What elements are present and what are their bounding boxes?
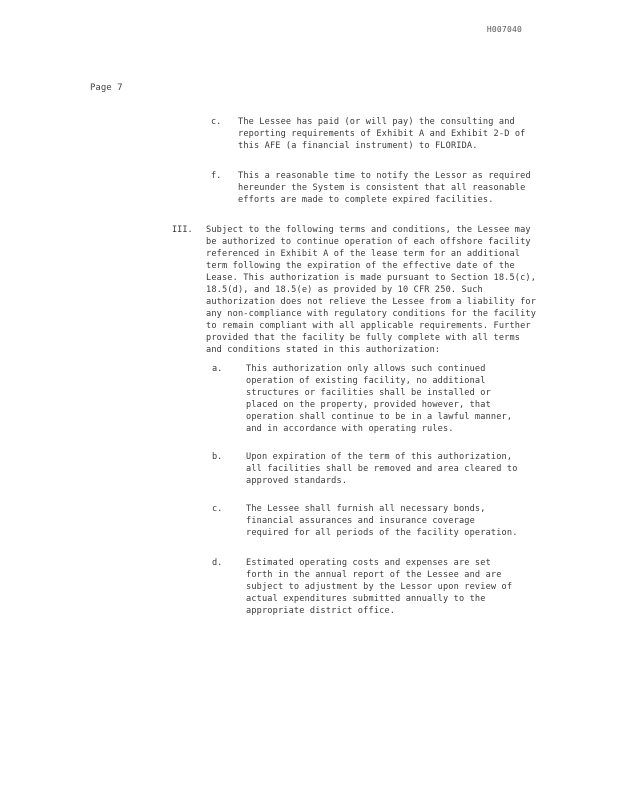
section-text: Subject to the following terms and conditions, the Lessee may be authorized to continue operation of each offshore facility referenced in Exhibit A of the lease term for an additional term following the expiration of the effective date of the Lease. This authorization is made pursuant to Section 18.5(c), 18.5(d), and 18.5(e) as provided by 10 CFR 250. Such authorization does not relieve the Lessee from a liability for any non-compliance with regulatory conditions for the facility to remain compliant with all applicable requirements. Further provided that the facility be fully complete with all terms and conditions stated in this authorization: bbox=[206, 225, 537, 355]
list-item-text: The Lessee has paid (or will pay) the consulting and reporting requirements of Exhibit A and Exhibit 2-D of this AFE (a financial instrument) to FLORIDA. bbox=[238, 117, 526, 151]
list-marker: f. bbox=[211, 171, 222, 181]
list-marker: c. bbox=[212, 504, 223, 514]
list-item-text: This authorization only allows such continued operation of existing facility, no additional structures or facilities shall be installed or placed on the property, provided however, that operation shall continue to be in a lawful manner, and in accordance with operating rules. bbox=[246, 364, 513, 434]
page-label: Page 7 bbox=[90, 83, 123, 93]
list-marker: c. bbox=[211, 117, 222, 127]
list-marker: d. bbox=[212, 558, 223, 568]
list-marker: a. bbox=[212, 364, 223, 374]
list-marker: b. bbox=[212, 452, 223, 462]
list-item-text: The Lessee shall furnish all necessary bonds, financial assurances and insurance coverage required for all periods of the facility operation. bbox=[246, 504, 518, 538]
list-item-text: Estimated operating costs and expenses are set forth in the annual report of the Lessee and are subject to adjustment by the Lessor upon review of actual expenditures submitted annually to the appropriate district office. bbox=[246, 558, 513, 616]
document-id: H007040 bbox=[486, 25, 522, 34]
list-item-text: This a reasonable time to notify the Lessor as required hereunder the System is consistent that all reasonable efforts are made to complete expired facilities. bbox=[238, 171, 531, 205]
section-marker: III. bbox=[172, 225, 193, 235]
list-item-text: Upon expiration of the term of this authorization, all facilities shall be removed and area cleared to approved standards. bbox=[246, 452, 518, 486]
